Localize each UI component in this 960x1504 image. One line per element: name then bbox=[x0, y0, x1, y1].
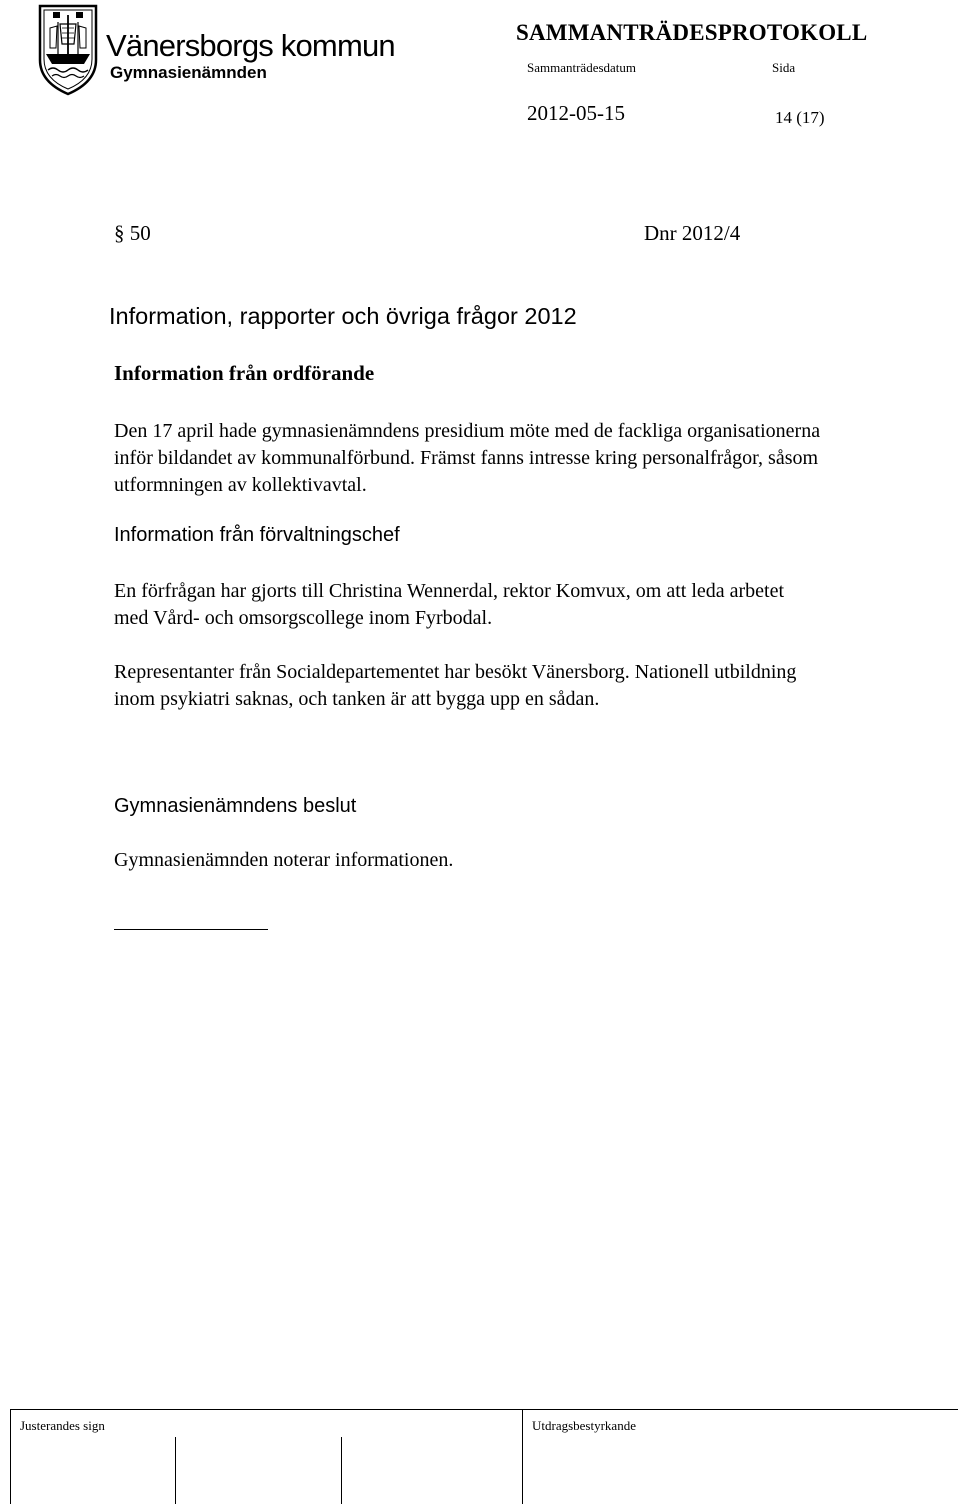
subheading-director-info: Information från förvaltningschef bbox=[114, 524, 400, 546]
signature-box-divider bbox=[10, 1409, 11, 1504]
text-line: inom psykiatri saknas, och tanken är att bygga upp en sådan. bbox=[114, 688, 600, 710]
page-label: Sida bbox=[772, 60, 796, 75]
diary-number: Dnr 2012/4 bbox=[644, 221, 741, 245]
signature-box-divider bbox=[175, 1437, 176, 1504]
date-label: Sammanträdesdatum bbox=[527, 60, 637, 75]
text-line: inför bildandet av kommunalförbund. Främst fanns intresse kring personalfrågor, såsom bbox=[114, 447, 819, 469]
text-line: utformningen av kollektivavtal. bbox=[114, 474, 367, 496]
document-type: SAMMANTRÄDESPROTOKOLL bbox=[516, 20, 868, 45]
subheading-chair-info: Information från ordförande bbox=[114, 361, 375, 385]
section-number: § 50 bbox=[114, 221, 151, 245]
paragraph-chair-info bbox=[114, 418, 944, 499]
paragraph-visit bbox=[114, 659, 944, 713]
organization-name: Vänersborgs kommun bbox=[106, 28, 395, 63]
paragraph-request bbox=[114, 578, 944, 632]
page-number: 14 (17) bbox=[775, 108, 825, 127]
footer-divider bbox=[10, 1409, 958, 1410]
text-line: En förfrågan har gjorts till Christina Wennerdal, rektor Komvux, om att leda arbetet bbox=[114, 580, 785, 602]
end-divider bbox=[114, 929, 268, 930]
signature-box-divider bbox=[341, 1437, 342, 1504]
section-heading: Information, rapporter och övriga frågor 2012 bbox=[109, 303, 577, 329]
decision-text: Gymnasienämnden noterar informationen. bbox=[114, 849, 454, 871]
text-line: med Vård- och omsorgscollege inom Fyrbodal. bbox=[114, 607, 493, 629]
adjuster-signature-label: Justerandes sign bbox=[20, 1418, 105, 1433]
extract-certification-label: Utdragsbestyrkande bbox=[532, 1418, 636, 1433]
signature-box-divider bbox=[522, 1409, 523, 1504]
decision-heading: Gymnasienämndens beslut bbox=[114, 795, 357, 817]
text-line: Representanter från Socialdepartementet har besökt Vänersborg. Nationell utbildning bbox=[114, 661, 797, 683]
meeting-date: 2012-05-15 bbox=[527, 101, 625, 125]
committee-name: Gymnasienämnden bbox=[110, 63, 267, 82]
text-line: Den 17 april hade gymnasienämndens presidium möte med de fackliga organisationerna bbox=[114, 420, 821, 442]
municipality-crest-icon bbox=[36, 2, 100, 96]
